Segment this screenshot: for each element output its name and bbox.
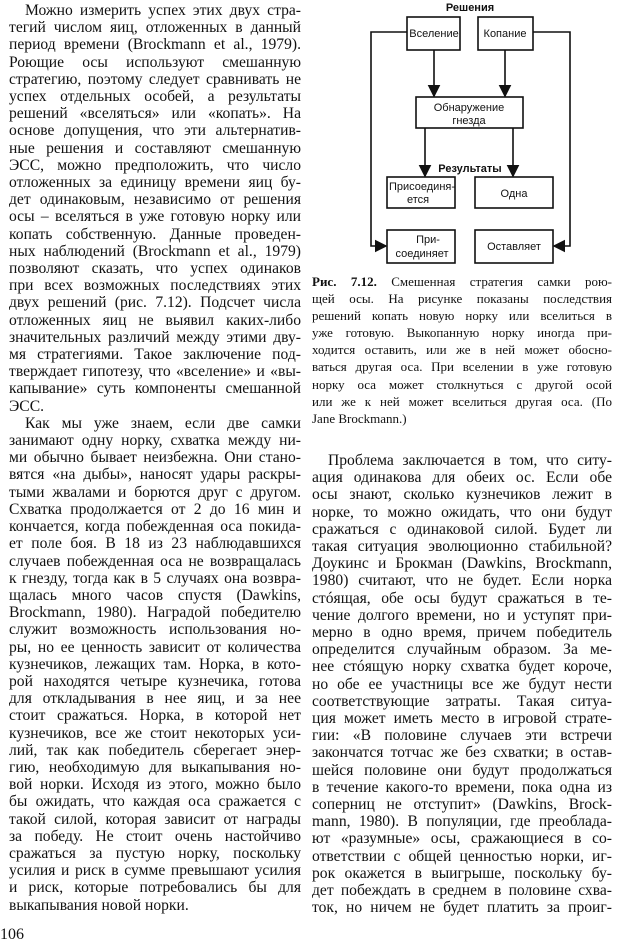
text-line: щалась много часов спустя (Dawkins, [9,586,301,604]
box-joined-label: ется [406,194,430,206]
text-line: шейся половине они будут продолжаться [312,761,612,779]
text-line: рок окажется в выигрыше, поскольку бу- [312,864,612,882]
box-discovery-label: гнезда [452,115,486,127]
text-line: при всех возможных последствиях этих [9,277,301,295]
text-line: гии: «В половине случаев эти встречи [312,727,612,745]
text-line: в течение какого-то времени, пока одна из [312,778,612,796]
text-line: гию, необходимую для выкапывания но- [9,758,301,776]
caption-line: ходится оставить, или же в ней может обосно- [312,342,612,358]
box-joins-label: При- [416,234,440,246]
text-line: случаев побежденная оса не возвращалась [9,552,301,570]
text-line: ные решения и составляют смешанную [9,139,301,157]
text-line: Роющие осы используют смешанную [9,53,301,71]
text-line: ция может иметь место в игровой страте- [312,710,612,728]
text-line: период времени (Brockmann et al., 1979). [9,36,301,54]
text-line: мя стратегиями. Такое заключение под- [9,346,301,364]
arrow [371,32,407,246]
text-line: капывание» суть компоненты смешанной [9,380,301,398]
caption-label: Рис. 7.12. [312,274,377,289]
text-line: кузнечиков, все же стоит некоторых уси- [9,724,301,742]
text-line: позволяют сказать, что успех одинаков [9,260,301,278]
text-line: основе допущения, что эти альтернатив- [9,122,301,140]
text-line: мерно в одно время, причем победитель [312,624,612,642]
text-line: чение долгого времени, но и уступят при- [312,606,612,624]
text-line: копать собственную. Данные проведен- [9,225,301,243]
text-line: соответствующие затраты. Такая ситуа- [312,692,612,710]
text-line: ответствии с общей ценностью норки, иг- [312,847,612,865]
box-leaves-label: Оставляет [487,241,541,253]
text-line: за победу. Не стоит очень настойчиво [9,827,301,845]
text-line: ток, но ничем не будет платить за проиг- [312,899,612,917]
caption-line: уже готовую. Выкопанную норку иногда при- [312,325,612,341]
text-line: и риск, которые потребовались бы для [9,879,301,897]
text-line: дет одинаковым, независимо от решения [9,191,301,209]
text-line: Как мы уже знаем, если две самки [25,414,301,432]
text-line: усилия и риск в сумме превышают усилия [9,862,301,880]
text-line: тегий числом яиц, отложенных в данный [9,19,301,37]
text-line: осы – вселяться в уже готовую норку или [9,208,301,226]
text-line: тверждает гипотезу, что «вселение» и «вы- [9,363,301,381]
text-line: ми обычно бывает неизбежна. Они стано- [9,449,301,467]
text-line: Доукинс и Брокман (Dawkins, Brockmann, [312,555,612,573]
text-line: дет побеждать в среднем в половине схва- [312,882,612,900]
box-discovery-label: Обнаружение [433,102,505,114]
box-alone-label: Одна [500,188,528,200]
text-line: осы знают, сколько кузнечиков лежит в [312,486,612,504]
box-dig-label: Копание [483,28,527,40]
caption-line [312,273,612,290]
text-line: норке, то можно ожидать, что они будут [312,503,612,521]
text-line: решений «вселяться» или «копать». На [9,105,301,123]
text-line: стоит сражаться. Норка, в которой нет [9,707,301,725]
text-line: отложенных яиц не выявил каких-либо [9,311,301,329]
arrow [533,32,570,246]
caption-line: или же к ней может вселиться другая оса. (По [312,393,612,409]
text-line: ет поле боя. В 18 из 23 наблюдавшихся [9,535,301,553]
text-line: занимают одну норку, схватка между ни- [9,432,301,450]
text-line: для откладывания в нее яиц, и за нее [9,690,301,708]
box-settle-label: Вселение [409,28,459,40]
text-line: Brockmann, 1980). Наградой победителю [9,604,301,622]
text-line: ных наблюдений (Brockmann et al., 1979) [9,242,301,260]
text-line: ЭСС. [9,397,44,415]
caption-line: щей осы. На рисунке показаны последствия [312,291,612,307]
text-line: Проблема заключается в том, что ситу- [328,452,612,469]
text-line: значительных различий между этими дву- [9,328,301,346]
text-line: сражаться за пустую норку, поскольку [9,844,301,862]
left-text-column [9,2,301,914]
text-line: ация одинакова для обеих ос. Если обе [312,469,612,487]
text-line: кончается, когда побежденная оса покида- [9,518,301,536]
text-line: лий, так как победитель сберегает энер- [9,741,301,759]
text-line: сражаться с одинаковой силой. Будет ли [312,520,612,538]
text-line: такая ситуация эволюционно стабильной? [312,538,612,556]
text-line: ют «разумные» осы, сражающиеся в со- [312,830,612,848]
text-line: выкапывания новой норки. [9,896,189,914]
text-line: соперниц не отступит» (Dawkins, Brock- [312,796,612,814]
text-line: стратегию, поэтому следует сравнивать не [9,70,301,88]
caption-line: ваться другая оса. При вселении в уже готовую [312,359,612,375]
text-line: тыми жвалами и борются друг с другом. [9,483,301,501]
caption-text: Смешенная стратегия самки рою- [376,274,612,289]
page-number: 106 [0,926,24,943]
caption-line: решений копать новую норку или вселиться в [312,308,612,324]
text-line: двух решений (рис. 7.12). Подсчет числа [9,294,301,312]
text-line: кузнечиков, лежащих там. Норка, в кото- [9,655,301,673]
text-line: но обе ее участницы все же будут нести [312,675,612,693]
text-line: 1980) считают, что не будет. Если норка [312,572,612,590]
figure-caption [312,273,612,427]
caption-line: Jane Brockmann.) [312,410,407,426]
decisions-label: Решения [445,2,495,14]
text-line: ры, но ее ценность зависит от количества [9,638,301,656]
text-line: закончатся тотчас же без схватки; в остав- [312,744,612,762]
caption-line: норку оса может столкнуться с другой осой [312,376,612,392]
text-line: служит возможность использования но- [9,621,301,639]
text-line: рой находятся четыре кузнечика, готова [9,672,301,690]
text-line: Схватка продолжается от 2 до 16 мин и [9,500,301,518]
text-line: к гнезду, тогда как в 5 случаях она возвра- [9,569,301,587]
text-line: вятся «на дыбы», наносят удары раскры- [9,466,301,484]
text-line: ЭСС, можно предположить, что число [9,156,301,174]
results-label: Результаты [438,163,502,175]
box-joins-label: соединяет [395,248,449,260]
text-line: такой силой, которая зависит от награды [9,810,301,828]
right-text-column [312,452,612,916]
box-joined-label: Присоединя- [388,181,456,193]
wasp-strategy-diagram [360,0,620,270]
text-line: mann, 1980). В популяции, где преоблада- [312,813,612,831]
text-line: Можно измерить успех этих двух стра- [25,2,301,19]
text-line: стóящая, обе осы будут сражаться в те- [312,589,612,607]
text-line: успех отдельных особей, а результаты [9,88,301,106]
text-line: определится случайным образом. За ме- [312,641,612,659]
text-line: отложенных за единицу времени яиц бу- [9,174,301,192]
text-line: вой норки. Исходя из этого, можно было [9,776,301,794]
text-line: бы ожидать, что каждая оса сражается с [9,793,301,811]
text-line: нее стóящую норку схватка будет короче, [312,658,612,676]
